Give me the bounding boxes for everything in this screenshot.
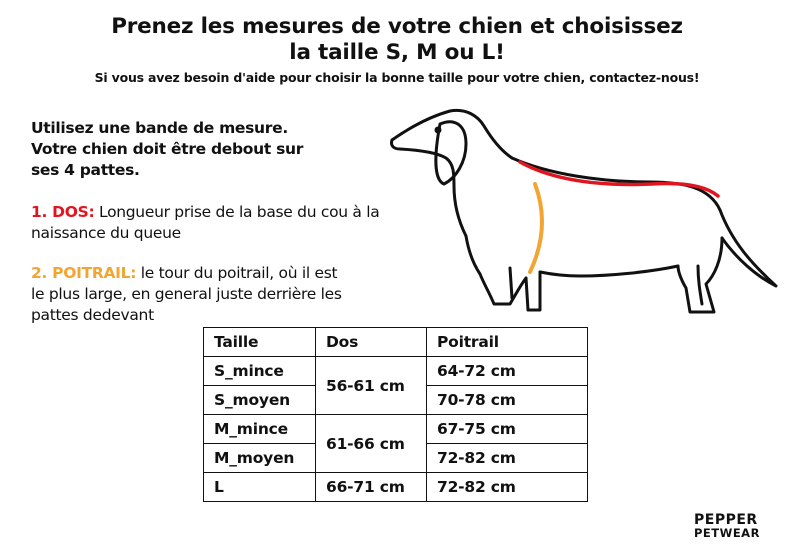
size-cell: M_moyen bbox=[204, 444, 316, 473]
poitrail-cell: 72-82 cm bbox=[427, 444, 588, 473]
instructions bbox=[31, 118, 361, 181]
dog-eye bbox=[436, 128, 440, 132]
poitrail-cell: 72-82 cm bbox=[427, 473, 588, 502]
poitrail-text-3: pattes dedevant bbox=[31, 306, 154, 324]
poitrail-cell: 67-75 cm bbox=[427, 415, 588, 444]
dos-cell: 56-61 cm bbox=[316, 357, 427, 415]
dachshund-illustration bbox=[380, 98, 780, 333]
poitrail-cell: 70-78 cm bbox=[427, 386, 588, 415]
logo-line-1: PEPPER bbox=[694, 512, 758, 528]
poitrail-cell: 64-72 cm bbox=[427, 357, 588, 386]
size-cell: L bbox=[204, 473, 316, 502]
poitrail-label: 2. POITRAIL: bbox=[31, 264, 137, 282]
page-title bbox=[0, 14, 794, 66]
dos-text-1: Longueur prise de la base du cou à la bbox=[94, 203, 380, 221]
header-taille: Taille bbox=[204, 328, 316, 357]
pepper-petwear-logo bbox=[694, 513, 774, 539]
size-cell: M_mince bbox=[204, 415, 316, 444]
size-cell: S_mince bbox=[204, 357, 316, 386]
dos-label: 1. DOS: bbox=[31, 203, 95, 221]
table-row bbox=[204, 415, 588, 444]
dos-text-2: naissance du queue bbox=[31, 224, 181, 242]
table-row bbox=[204, 357, 588, 386]
table-row bbox=[204, 473, 588, 502]
header-poitrail: Poitrail bbox=[427, 328, 588, 357]
table-header-row bbox=[204, 328, 588, 357]
instruction-line-2: Votre chien doit être debout sur bbox=[31, 140, 304, 158]
dos-cell: 61-66 cm bbox=[316, 415, 427, 473]
instruction-line-1: Utilisez une bande de mesure. bbox=[31, 119, 288, 137]
dos-cell: 66-71 cm bbox=[316, 473, 427, 502]
dog-jaw-outline bbox=[391, 140, 466, 236]
subtitle: Si vous avez besoin d'aide pour choisir la bonne taille pour votre chien, contactez-nous! bbox=[94, 70, 700, 85]
size-cell: S_moyen bbox=[204, 386, 316, 415]
header-dos: Dos bbox=[316, 328, 427, 357]
size-table bbox=[203, 327, 588, 502]
poitrail-text-2: le plus large, en general juste derrière les bbox=[31, 285, 342, 303]
dog-belly-outline bbox=[540, 266, 678, 276]
title-line-2: la taille S, M ou L! bbox=[289, 40, 505, 65]
dog-tail-outline bbox=[720, 210, 776, 286]
poitrail-text-1: le tour du poitrail, où il est bbox=[136, 264, 338, 282]
dos-measure-line bbox=[520, 162, 718, 196]
poitrail-measure-line bbox=[530, 184, 542, 272]
title-line-1: Prenez les mesures de votre chien et choisissez bbox=[111, 14, 683, 39]
logo-line-2: PETWEAR bbox=[694, 526, 760, 540]
instruction-line-3: ses 4 pattes. bbox=[31, 161, 140, 179]
